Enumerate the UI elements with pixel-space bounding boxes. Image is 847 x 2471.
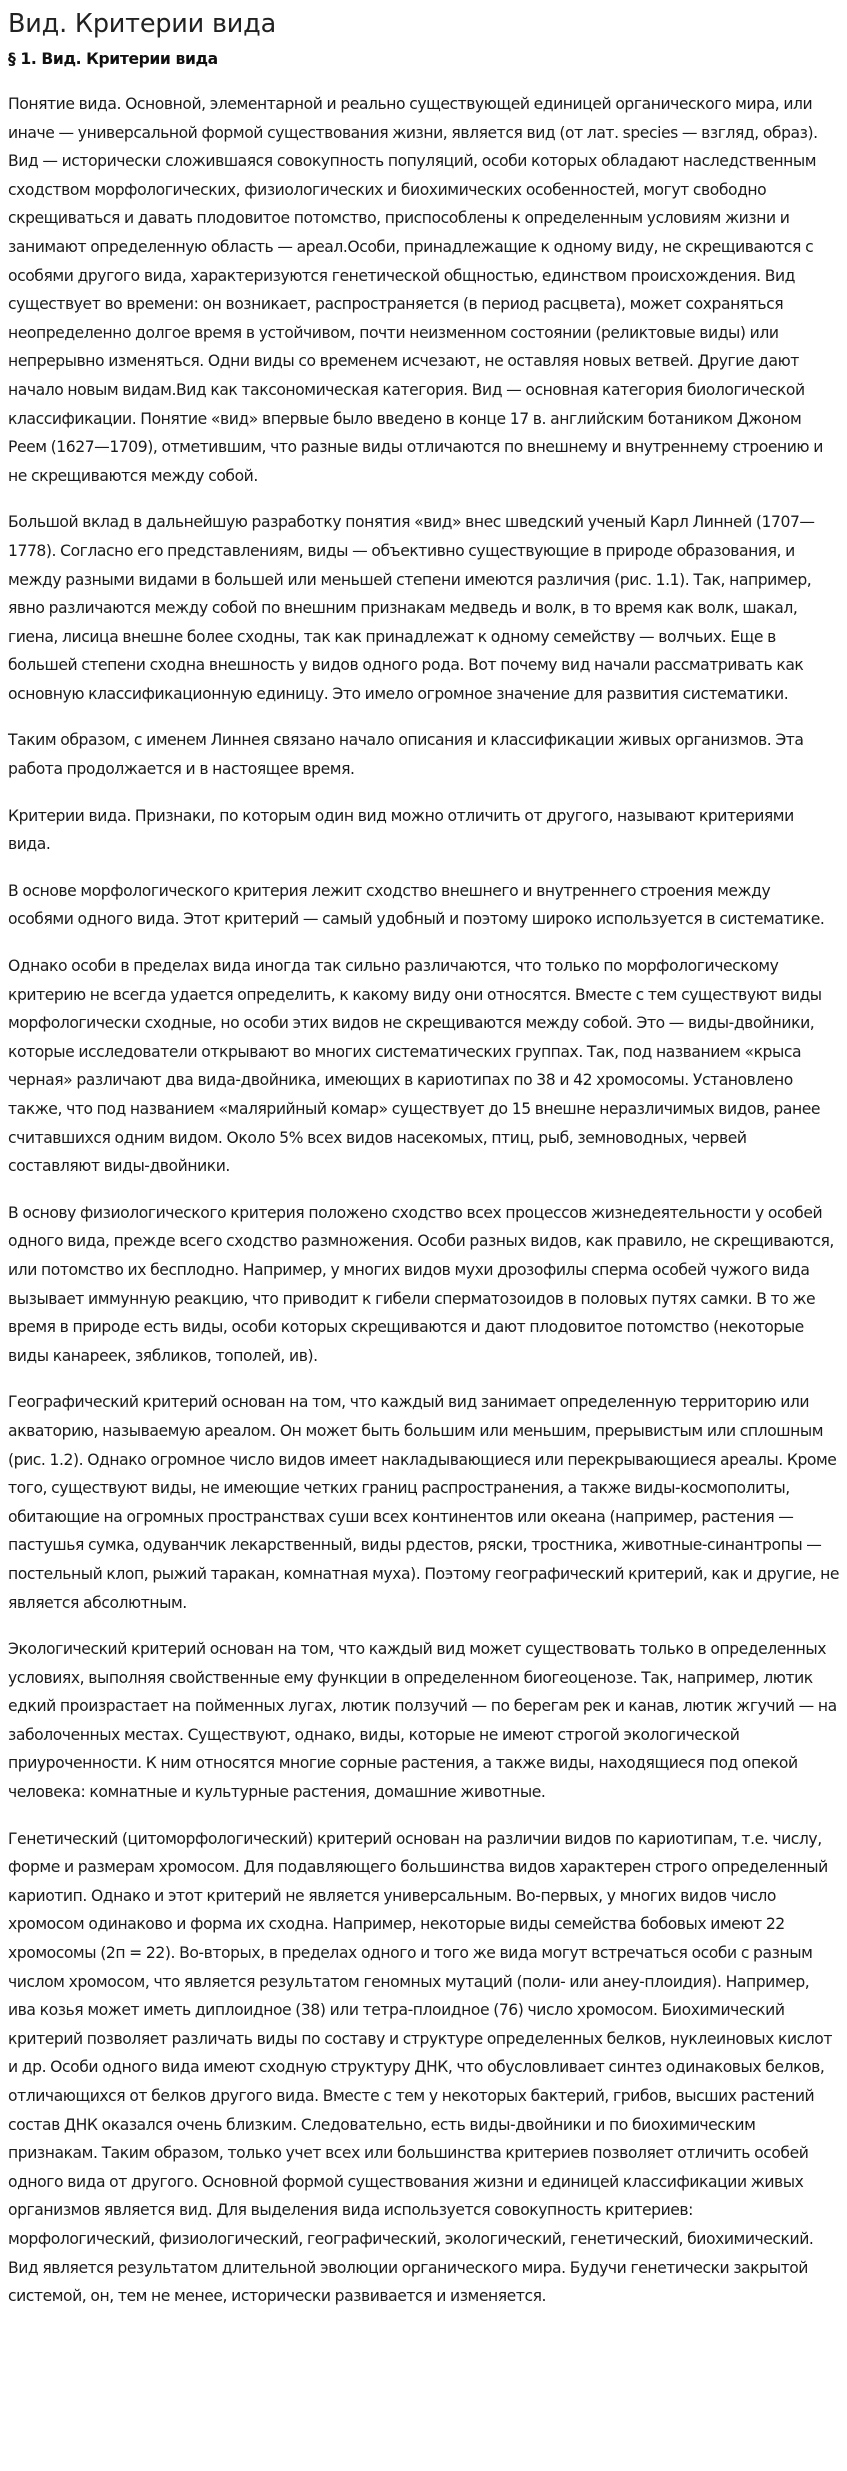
- page-title: Вид. Критерии вида: [8, 9, 277, 39]
- paragraph-classification: Таким образом, с именем Линнея связано начало описания и классификации живых организмов. Эта работа продолжается и в настоящее время.: [8, 731, 804, 779]
- paragraph-morphological-criterion: В основе морфологического критерия лежит сходство внешнего и внутреннего строения между особями одного вида. Этот критерий — самый удобный и поэтому широко используется в систематике.: [8, 881, 825, 929]
- article-body: [8, 90, 839, 2311]
- paragraph-species-criteria: Критерии вида. Признаки, по которым один вид можно отличить от другого, называют критериями вида.: [8, 806, 794, 854]
- paragraph-genetic-criterion: Генетический (цитоморфологический) критерий основан на различии видов по кариотипам, т.е. числу, форме и размерам хромосом. Для подавляющего большинства видов характерен строго определенный кариотип. Однако и этот критерий не является универсальным. Во-первых, у многих видов число хромосом одинаково и форма их сходна. Например, некоторые виды семейства бобовых имеют 22 хромосомы (2п = 22). Во-вторых, в пределах одного и того же вида могут встречаться особи с разным числом хромосом, что является результатом геномных мутаций (поли- или анеу-плоидия). Например, ива козья может иметь диплоидное (38) или тетра-плоидное (76) число хромосом. Биохимический критерий позволяет различать виды по составу и структуре определенных белков, нуклеиновых кислот и др. Особи одного вида имеют сходную структуру ДНК, что обусловливает синтез одинаковых белков, отличающихся от белков другого вида. Вместе с тем у некоторых бактерий, грибов, высших растений состав ДНК оказался очень близким. Следовательно, есть виды-двойники и по биохимическим признакам. Таким образом, только учет всех или большинства критериев позволяет отличить особей одного вида от другого. Основной формой существования жизни и единицей классификации живых организмов является вид. Для выделения вида используется совокупность критериев: морфологический, физиологический, географический, экологический, генетический, биохимический. Вид является результатом длительной эволюции органического мира. Будучи генетически закрытой системой, он, тем не менее, исторически развивается и изменяется.: [8, 1829, 833, 2306]
- paragraph-physiological-criterion: В основу физиологического критерия положено сходство всех процессов жизнедеятельности у особей одного вида, прежде всего сходство размножения. Особи разных видов, как правило, не скрещиваются, или потомство их бесплодно. Например, у многих видов мухи дрозофилы сперма особей чужого вида вызывает иммунную реакцию, что приводит к гибели сперматозоидов в половых путях самки. В то же время в природе есть виды, особи которых скрещиваются и дают плодовитое потомство (некоторые виды канареек, зябликов, тополей, ив).: [8, 1203, 834, 1365]
- paragraph-species-concept: Понятие вида. Основной, элементарной и реально существующей единицей органического мира, или иначе — универсальной формой существования жизни, является вид (от лат. species — взгляд, образ). Вид — исторически сложившаяся совокупность популяций, особи которых обладают наследственным сходством морфологических, физиологических и биохимических особенностей, могут свободно скрещиваться и давать плодовитое потомство, приспособлены к определенным условиям жизни и занимают определенную область — ареал.Особи, принадлежащие к одному виду, не скрещиваются с особями другого вида, характеризуются генетической общностью, единством происхождения. Вид существует во времени: он возникает, распространяется (в период расцвета), может сохраняться неопределенно долгое время в устойчивом, почти неизменном состоянии (реликтовые виды) или непрерывно изменяться. Одни виды со временем исчезают, не оставляя новых ветвей. Другие дают начало новым видам.Вид как таксономическая категория. Вид — основная категория биологической классификации. Понятие «вид» впервые было введено в конце 17 в. английским ботаником Джоном Реем (1627—1709), отметившим, что разные виды отличаются по внешнему и внутреннему строению и не скрещиваются между собой.: [8, 95, 823, 485]
- paragraph-geographic-criterion: Географический критерий основан на том, что каждый вид занимает определенную территорию или акваторию, называемую ареалом. Он может быть большим или меньшим, прерывистым или сплошным (рис. 1.2). Однако огромное число видов имеет накладывающиеся или перекрывающиеся ареалы. Кроме того, существуют виды, не имеющие четких границ распространения, а также виды-космополиты, обитающие на огромных пространствах суши всех континентов или океана (например, растения — пастушья сумка, одуванчик лекарственный, виды рдестов, ряски, тростника, животные-синантропы — постельный клоп, рыжий таракан, комнатная муха). Поэтому географический критерий, как и другие, не является абсолютным.: [8, 1393, 840, 1612]
- paragraph-linnaeus: Большой вклад в дальнейшую разработку понятия «вид» внес шведский ученый Карл Линней (1707—1778). Согласно его представлениям, виды — объективно существующие в природе образования, и между разными видами в большей или меньшей степени имеются различия (рис. 1.1). Так, например, явно различаются между собой по внешним признакам медведь и волк, в то время как волк, шакал, гиена, лисица внешне более сходны, так как принадлежат к одному семейству — волчьих. Еще в большей степени сходна внешность у видов одного рода. Вот почему вид начали рассматривать как основную классификационную единицу. Это имело огромное значение для развития систематики.: [8, 513, 815, 703]
- paragraph-ecological-criterion: Экологический критерий основан на том, что каждый вид может существовать только в определенных условиях, выполняя свойственные ему функции в определенном биогеоценозе. Так, например, лютик едкий произрастает на пойменных лугах, лютик ползучий — по берегам рек и канав, лютик жгучий — на заболоченных местах. Существуют, однако, виды, которые не имеют строгой экологической приуроченности. К ним относятся многие сорные растения, а также виды, находящиеся под опекой человека: комнатные и культурные растения, домашние животные.: [8, 1640, 837, 1802]
- paragraph-sibling-species: Однако особи в пределах вида иногда так сильно различаются, что только по морфологическому критерию не всегда удается определить, к какому виду они относятся. Вместе с тем существуют виды морфологически сходные, но особи этих видов не скрещиваются между собой. Это — виды-двойники, которые исследователи открывают во многих систематических группах. Так, под названием «крыса черная» различают два вида-двойника, имеющих в кариотипах по 38 и 42 хромосомы. Установлено также, что под названием «малярийный комар» существует до 15 внешне неразличимых видов, ранее считавшихся одним видом. Около 5% всех видов насекомых, птиц, рыб, земноводных, червей составляют виды-двойники.: [8, 957, 822, 1176]
- section-heading: § 1. Вид. Критерии вида: [8, 50, 218, 68]
